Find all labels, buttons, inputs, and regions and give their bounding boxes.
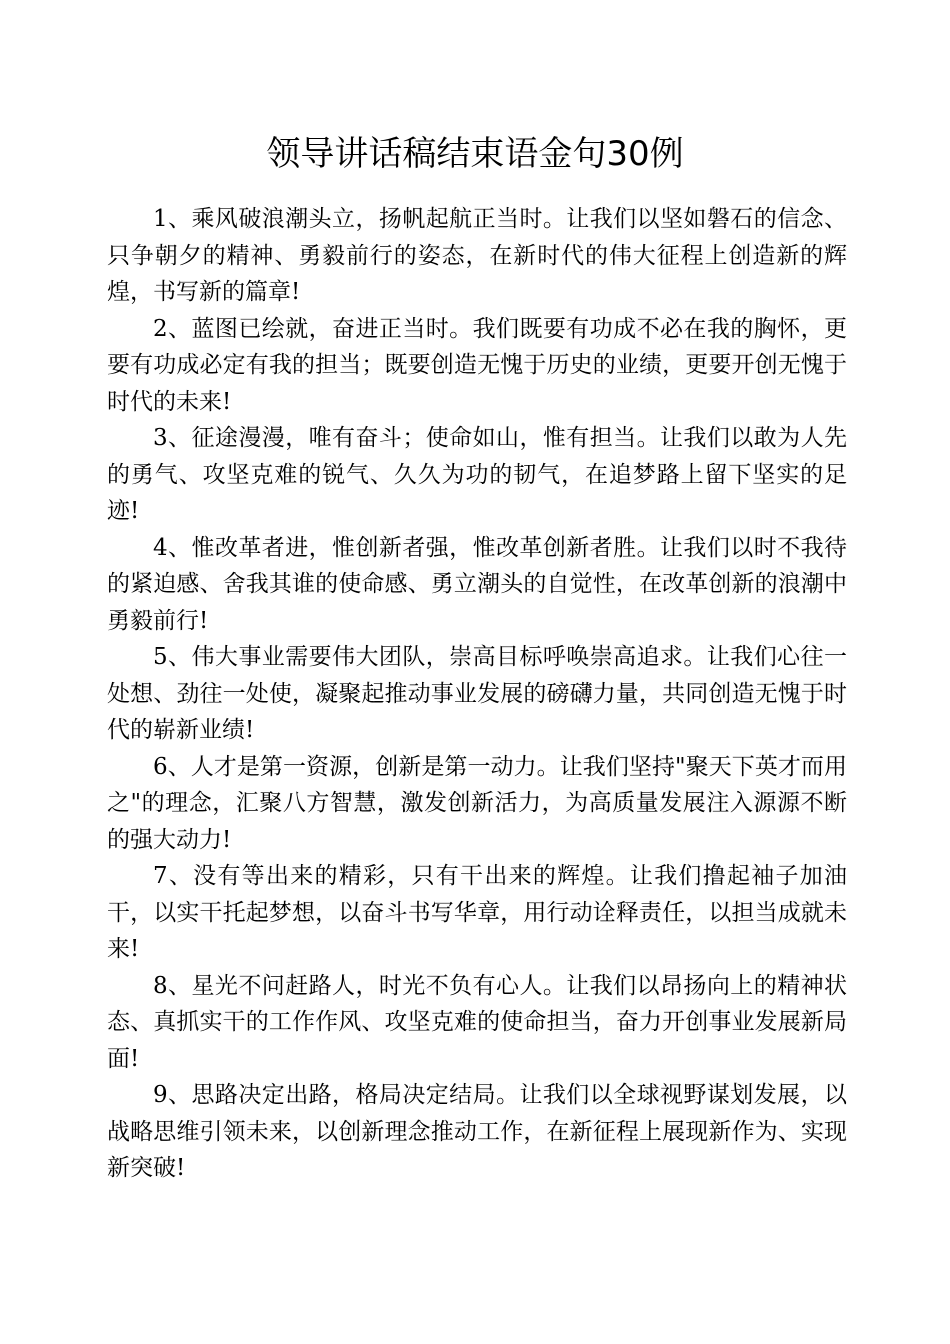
paragraph-2: 2、蓝图已绘就，奋进正当时。我们既要有功成不必在我的胸怀，更要有功成必定有我的担当；既要创造无愧于历史的业绩，更要开创无愧于时代的未来! [107, 315, 847, 415]
paragraph-9: 9、思路决定出路，格局决定结局。让我们以全球视野谋划发展，以战略思维引领未来，以创新理念推动工作，在新征程上展现新作为、实现新突破! [107, 1082, 847, 1181]
paragraph-8: 8、星光不问赶路人，时光不负有心人。让我们以昂扬向上的精神状态、真抓实干的工作作风、攻坚克难的使命担当，奋力开创事业发展新局面! [107, 972, 847, 1072]
paragraph-7: 7、没有等出来的精彩，只有干出来的辉煌。让我们撸起袖子加油干，以实干托起梦想，以奋斗书写华章，用行动诠释责任，以担当成就未来! [107, 863, 847, 962]
document-body [107, 201, 847, 1187]
paragraph-5: 5、伟大事业需要伟大团队，崇高目标呼唤崇高追求。让我们心往一处想、劲往一处使，凝聚起推动事业发展的磅礴力量，共同创造无愧于时代的崭新业绩! [107, 644, 847, 743]
paragraph-6: 6、人才是第一资源，创新是第一动力。让我们坚持"聚天下英才而用之"的理念，汇聚八方智慧，激发创新活力，为高质量发展注入源源不断的强大动力! [107, 753, 847, 853]
paragraph-1: 1、乘风破浪潮头立，扬帆起航正当时。让我们以坚如磐石的信念、只争朝夕的精神、勇毅前行的姿态，在新时代的伟大征程上创造新的辉煌，书写新的篇章! [107, 206, 847, 305]
paragraph-3: 3、征途漫漫，唯有奋斗；使命如山，惟有担当。让我们以敢为人先的勇气、攻坚克难的锐气、久久为功的韧气，在追梦路上留下坚实的足迹! [107, 425, 847, 524]
paragraph-4: 4、惟改革者进，惟创新者强，惟改革创新者胜。让我们以时不我待的紧迫感、舍我其谁的使命感、勇立潮头的自觉性，在改革创新的浪潮中勇毅前行! [107, 534, 847, 634]
document-title: 领导讲话稿结束语金句30例 [266, 134, 684, 174]
